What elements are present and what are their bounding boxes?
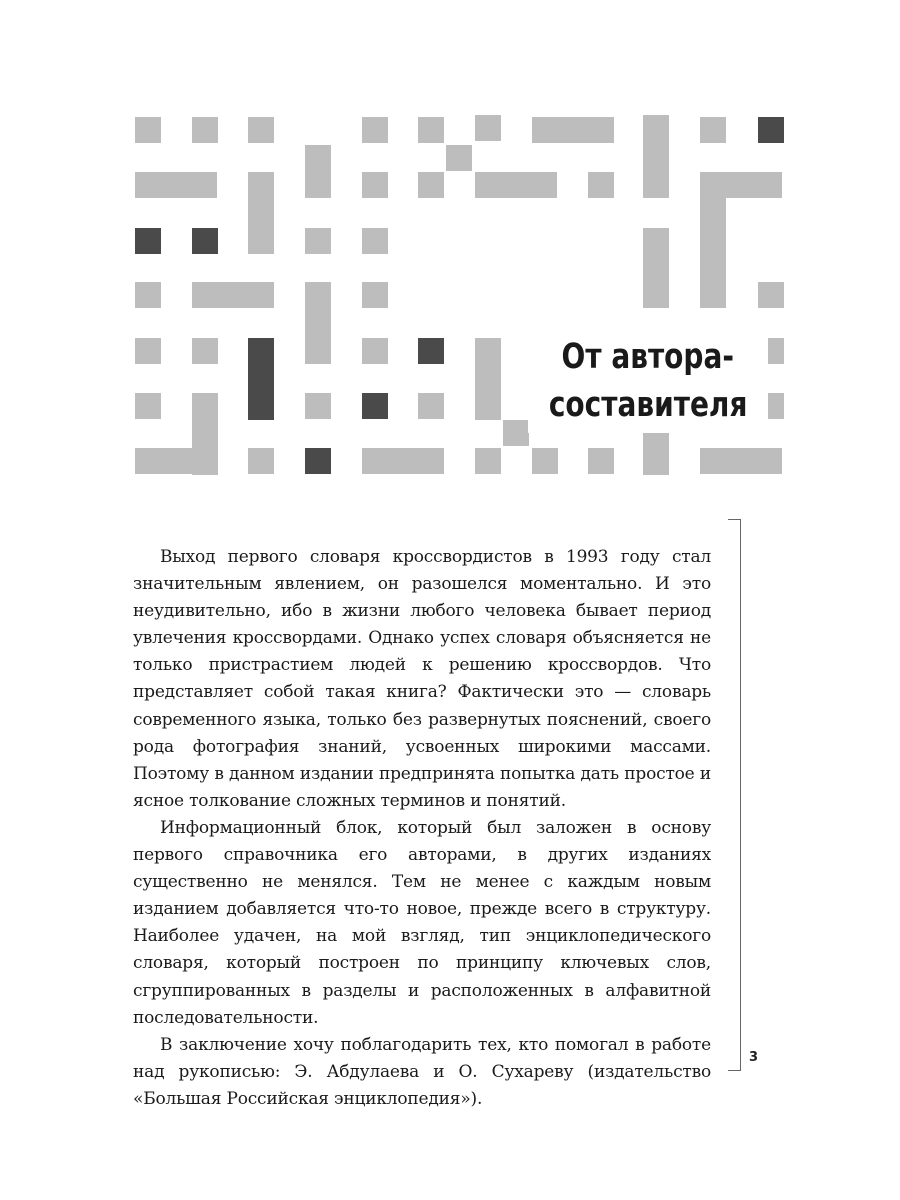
- crossword-tile: [192, 228, 218, 254]
- crossword-tile: [758, 282, 784, 308]
- body-text: [133, 544, 711, 1113]
- crossword-pattern-banner: [130, 110, 790, 480]
- crossword-tile: [418, 172, 444, 198]
- crossword-tile: [588, 172, 614, 198]
- crossword-tile: [643, 228, 669, 308]
- crossword-tile: [700, 117, 726, 143]
- crossword-tile: [362, 282, 388, 308]
- crossword-tile: [475, 448, 501, 474]
- chapter-heading-line-2: составителя: [548, 384, 748, 425]
- crossword-tile: [362, 228, 388, 254]
- crossword-tile: [362, 338, 388, 364]
- crossword-tile: [532, 117, 614, 143]
- crossword-tile: [418, 338, 444, 364]
- crossword-tile: [135, 117, 161, 143]
- crossword-tile: [700, 282, 726, 308]
- chapter-heading-line-1: От автора-: [561, 336, 735, 377]
- crossword-tile: [248, 448, 274, 474]
- crossword-tile: [248, 172, 274, 254]
- crossword-tile: [135, 228, 161, 254]
- crossword-tile: [475, 338, 501, 420]
- crossword-tile: [305, 228, 331, 254]
- crossword-tile: [418, 393, 444, 419]
- crossword-tile: [503, 420, 529, 446]
- crossword-tile: [135, 393, 161, 419]
- crossword-tile: [362, 448, 444, 474]
- crossword-tile: [305, 448, 331, 474]
- crossword-tile: [418, 117, 444, 143]
- crossword-tile: [362, 172, 388, 198]
- crossword-tile: [305, 145, 331, 198]
- paragraph-1: Выход первого словаря кроссвордистов в 1993 году стал значительным явлением, он разошелся моментально. И это неудивительно, ибо в жизни любого человека бывает период увлечения кроссвордами. Однако успех словаря объясняется не только пристрастием людей к решению кроссвордов. Что представляет собой такая книга? Фактически это — словарь современного языка, только без развернутых пояснений, своего рода фотография знаний, усвоенных широкими массами. Поэтому в данном издании предпринята попытка дать простое и ясное толкование сложных терминов и понятий.: [133, 547, 711, 811]
- crossword-tile: [700, 448, 782, 474]
- crossword-tile: [475, 172, 557, 198]
- crossword-tile: [135, 448, 217, 474]
- crossword-tile: [192, 338, 218, 364]
- crossword-tile: [192, 282, 274, 308]
- crossword-tile: [758, 117, 784, 143]
- crossword-tile: [588, 448, 614, 474]
- paragraph-2: Информационный блок, который был заложен в основу первого справочника его авторами, в других изданиях существенно не менялся. Тем не менее с каждым новым изданием добавляется что-то новое, прежде всего в структуру. Наиболее удачен, на мой взгляд, тип энциклопедического словаря, который построен по принципу ключевых слов, сгруппированных в разделы и расположенных в алфавитной последовательности.: [133, 817, 711, 1028]
- crossword-tile: [446, 145, 472, 171]
- margin-bracket: [728, 519, 741, 1071]
- page-number: 3: [749, 1050, 759, 1065]
- crossword-tile: [475, 115, 501, 141]
- crossword-tile: [362, 117, 388, 143]
- crossword-tile: [362, 393, 388, 419]
- crossword-tile: [305, 282, 331, 364]
- crossword-tile: [135, 282, 161, 308]
- crossword-tile: [248, 338, 274, 420]
- crossword-tile: [248, 117, 274, 143]
- crossword-tile: [305, 393, 331, 419]
- crossword-tile: [532, 448, 558, 474]
- crossword-tile: [192, 117, 218, 143]
- crossword-tile: [135, 338, 161, 364]
- paragraph-3: В заключение хочу поблагодарить тех, кто помогал в работе над рукописью: Э. Абдулаева и О. Сухареву (издательство «Большая Российская энциклопедия»).: [133, 1034, 711, 1109]
- crossword-tile: [643, 115, 669, 198]
- chapter-heading: [528, 328, 768, 433]
- crossword-tile: [135, 172, 217, 198]
